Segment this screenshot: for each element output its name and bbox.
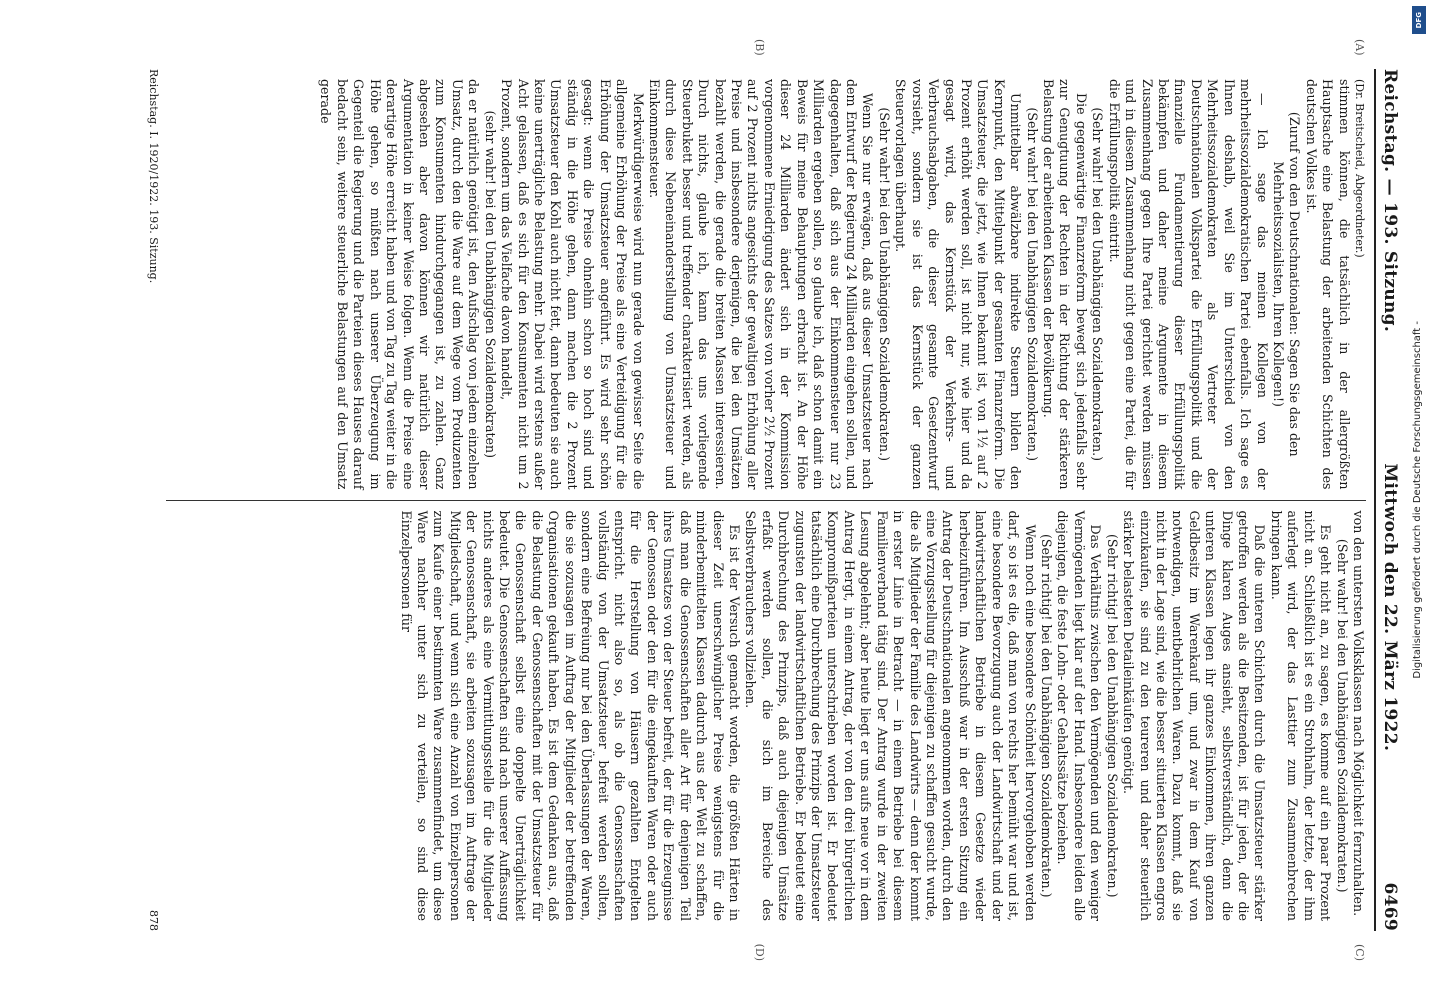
interjection: (Sehr richtig! bei den Unabhängigen Sozialdemokraten.) [1038, 533, 1054, 898]
interjection: (Sehr wahr! bei den Unabhängigen Sozialdemokraten.) [876, 107, 892, 462]
paragraph: Es ist der Versuch gemacht worden, die größten Härten in dieser Zeit unerschwinglicher Preise wenigstens für die minderbemittelten Klassen dadurch aus der Welt zu schaffen, daß man die Genossenschaften aller Art für denjenigen Teil ihres Umsatzes von der Steuer befreit, der für die Erzeugnisse der Genossen oder den für die eingekauften Waren oder auch für die Herstellung von Häusern gezahlten Entgelten entspricht. nicht also so, als ob die Genossenschaften vollständig von der Umsatzsteuer befreit werden sollten, sondern eine Befreiung nur bei den Überlassungen der Waren, die sie sozusagen im Auftrag der Mitglieder der betreffenden Organisationen gekauft haben. Es ist dem Gedanken aus, daß die Belastung der Genossenschaften mit der Umsatzsteuer für die Genossenschaft selbst eine doppelte Unerträglichkeit bedeutet. Die Genossenschaften sind nach unserer Auffassung nichts anderes als eine Vermittlungsstelle für die Mitglieder der Genossenschaft, sie arbeiten sozusagen im Auftrage der Mitgliedschaft, und wenn sich eine Anzahl von Einzelpersonen zum Kaufe einer bestimmten Ware zusammenfindet, um diese Ware nachher unter sich zu verteilen, so sind diese Einzelpersonen für [398, 510, 742, 921]
margin-marker-b: (B) [753, 39, 766, 56]
paragraph: da er natürlich genötigt ist, den Aufschlag von jedem einzelnen Umsatz, durch den die Ware auf dem Wege vom Produzenten zum Konsumenten hindurchgegangen ist, zu zahlen. Ganz abgesehen aber davon können wir natürlich dieser Argumentation in keiner Weise folgen. Wenn die Preise eine derartige Höhe erreicht haben und von Tag zu Tag weiter in die Höhe gehen, so müßten nach unserer Überzeugung im Gegenteil die Regierung und die Parteien dieses Hauses darauf bedacht sein, weitere steuerliche Belastungen auf den Umsatz gerade [318, 79, 482, 490]
paragraph: stimmen können, die tatsächlich in der allergrößten Hauptsache eine Belastung der arbeitenden Schichten des deutschen Volkes ist. [1303, 79, 1352, 490]
page-number: 6469 [1380, 882, 1400, 931]
paragraph: Daß die unteren Schichten durch die Umsatzsteuer stärker getroffen werden als die Besitzenden, ist für jeden, der die Dinge klaren Auges ansieht, selbstverständlich, denn die unteren Klassen legen ihr ganzes Einkommen, ihren ganzen Geldbesitz im Warenkauf um, und zwar in dem Kauf von notwendigen, unentbehrlichen Waren. Dazu kommt, daß sie nicht in der Lage sind, wie die besser situierten Klassen engros einzukaufen, sie sind zu den teureren und daher steuerlich stärker belasteten Detaileinkäufen genötigt. [1121, 510, 1268, 921]
interjection: (Zuruf von den Deutschnationalen: Sagen Sie das den Mehrheitssozialisten, Ihren Kollegen!) [1270, 111, 1303, 457]
logo-text: DFG [1415, 11, 1423, 29]
paragraph: Das Verhältnis zwischen den Vermögenden und den weniger Vermögenden liegt klar auf der Hand. Insbesondere leiden alle diejenigen, die feste Lohn- oder Gehaltssätze beziehen. [1055, 510, 1104, 921]
paragraph: Wenn noch eine besondere Schönheit hervorgehoben werden darf, so ist es die, daß man von rechts her bemüht war und ist, eine besondere Bevorzugung auch der Landwirtschaft und der landwirtschaftlichen Betriebe in diesem Gesetze wieder herbeizuführen. Im Ausschuß war in der ersten Sitzung ein Antrag der Deutschnationalen angenommen worden, durch den eine Vorzugsstellung für diejenigen zu schaffen gesucht wurde, die als Mitglieder der Familie des Landwirts — denn der kommt in erster Linie in Betracht — in einem Betriebe bei diesem Familienverband tätig sind. Der Antrag wurde in der zweiten Lesung abgelehnt; aber heute liegt er uns aufs neue vor in dem Antrag Hergt, in einem Antrag, der von den drei bürgerlichen Kompromißparteien unterschrieben worden ist. Er bedeutet tatsächlich eine Durchbrechung des Prinzips der Umsatzsteuer zugunsten der landwirtschaftlichen Betriebe. Er bedeutet eine Durchbrechung des Prinzips, daß auch diejenigen Umsätze erfaßt werden sollen, die sich im Bereiche des Selbstverbrauchers vollziehen. [743, 510, 1038, 921]
interjection: (Sehr wahr! bei den Unabhängigen Sozialdemokraten.) [1334, 538, 1350, 893]
interjection: (Sehr wahr! bei den Unabhängigen Sozialdemokraten.) [1024, 107, 1040, 462]
margin-marker-a: (A) [1353, 39, 1366, 56]
page-footer [147, 69, 160, 931]
left-column [166, 39, 1366, 501]
interjection: (Sehr wahr! bei den Unabhängigen Sozialdemokraten.) [1090, 107, 1106, 462]
credit-text: Digitalisierung gefördert durch die Deutsche Forschungsgemeinschaft - [1411, 321, 1423, 679]
paragraph: Unmittelbar abwälzbare indirekte Steuern bilden den Kernpunkt, den Mittelpunkt der gesamten Finanzreform. Die Umsatzsteuer, die jetzt, wie Ihnen bekannt ist, von 1½ auf 2 Prozent erhöht werden soll, ist nicht nur, wie hier und da gesagt wird, das Kernstück der Verkehrs- und Verbrauchsabgaben, die dieser gesamte Gesetzentwurf vorsieht, sondern sie ist das Kernstück der ganzen Steuervorlagen überhaupt. [893, 79, 1024, 490]
interjection: (Sehr richtig! bei den Unabhängigen Sozialdemokraten.) [1104, 533, 1120, 898]
margin-marker-d: (D) [753, 943, 766, 961]
paragraph: Die gegenwärtige Finanzreform bewegt sich jedenfalls sehr zur Genugtuung der Rechten in der Richtung der stärkeren Belastung der arbeitenden Klassen der Bevölkerung. [1041, 79, 1089, 490]
footer-left: Reichstag. I. 1920/1922. 193. Sitzung. [147, 69, 160, 284]
header-date: Mittwoch den 22. März 1922. [1380, 463, 1400, 752]
right-column [166, 501, 1366, 961]
paragraph: Merkwürdigerweise wird nun gerade von gewisser Seite die allgemeine Erhöhung der Preise als eine Verteidigung für die Erhöhung der Umsatzsteuer angeführt. Es wird sehr schön gesagt: wenn die Preise ohnehin schon so hoch sind und ständig in die Höhe gehen, dann machen die 2 Prozent Umsatzsteuer den Kohl auch nicht fett, dann bedeuten sie auch keine unerträgliche Belastung mehr. Dabei wird erstens außer Acht gelassen, daß es sich für den Konsumenten nicht um 2 Prozent, sondern um das Vielfache davon handelt, [499, 79, 646, 490]
page-header [1374, 69, 1400, 931]
digitization-credit [1405, 5, 1429, 995]
margin-marker-c: (C) [1353, 944, 1366, 961]
paragraph: von den untersten Volksklassen nach Möglichkeit fernzuhalten. [1351, 510, 1366, 917]
speaker-line: (Dr. Breitscheid, Abgeordneter.) [1353, 79, 1366, 258]
paragraph: Es geht nicht an, zu sagen, es komme auf ein paar Prozent nicht an. Schließlich ist es ein Strohhalm, der letzte, der ihm auferlegt wird, der das Lasttier zum Zusammenbrechen bringen kann. [1268, 510, 1334, 921]
rotated-document-page [40, 35, 1410, 965]
paragraph: Wenn Sie nur erwägen, daß aus dieser Umsatzsteuer nach dem Entwurf der Regierung 24 Milliarden eingehen sollen, und dagegenhalten, daß sich aus der Einkommensteuer nur 23 Milliarden ergeben sollen, so glaube ich, daß schon damit ein Beweis für meine Behauptungen erbracht ist. An der Höhe dieser 24 Milliarden ändert sich in der Kommission vorgenommene Erniedrigung des Satzes von vorher 2½ Prozent auf 2 Prozent nichts angesichts der gewaltigen Erhöhung aller Preise und insbesondere derjenigen, die bei den Umsätzen bezahlt werden, die gerade die breiten Massen interessieren. Durch nichts, glaube ich, kann das uns vorliegende Steuerbukett besser und treffender charakterisiert werden, als durch diese Nebeneinanderstellung von Umsatzsteuer und Einkommensteuer. [646, 79, 876, 490]
paragraph: — Ich sage das meinen Kollegen von der mehrheitssozialdemokratischen Partei ebenfalls. Ich sage es Ihnen deshalb, weil Sie im Unterschied von den Mehrheitssozialdemokraten als Vertreter der Deutschnationalen Volkspartei die Erfüllungspolitik und die finanzielle Fundamentierung dieser Erfüllungspolitik bekämpfen und daher meine Argumente in diesem Zusammenhang gegen Ihre Partei gerichtet werden müssen und in diesem Zusammenhang nicht gegen eine Partei, die für die Erfüllungspolitik eintritt. [1106, 79, 1270, 490]
sheet-number: 878 [147, 910, 160, 931]
text-columns [166, 39, 1366, 961]
header-left: Reichstag. — 193. Sitzung. [1380, 69, 1400, 333]
interjection: (sehr wahr! bei den Unabhängigen Sozialdemokraten) [482, 110, 498, 458]
